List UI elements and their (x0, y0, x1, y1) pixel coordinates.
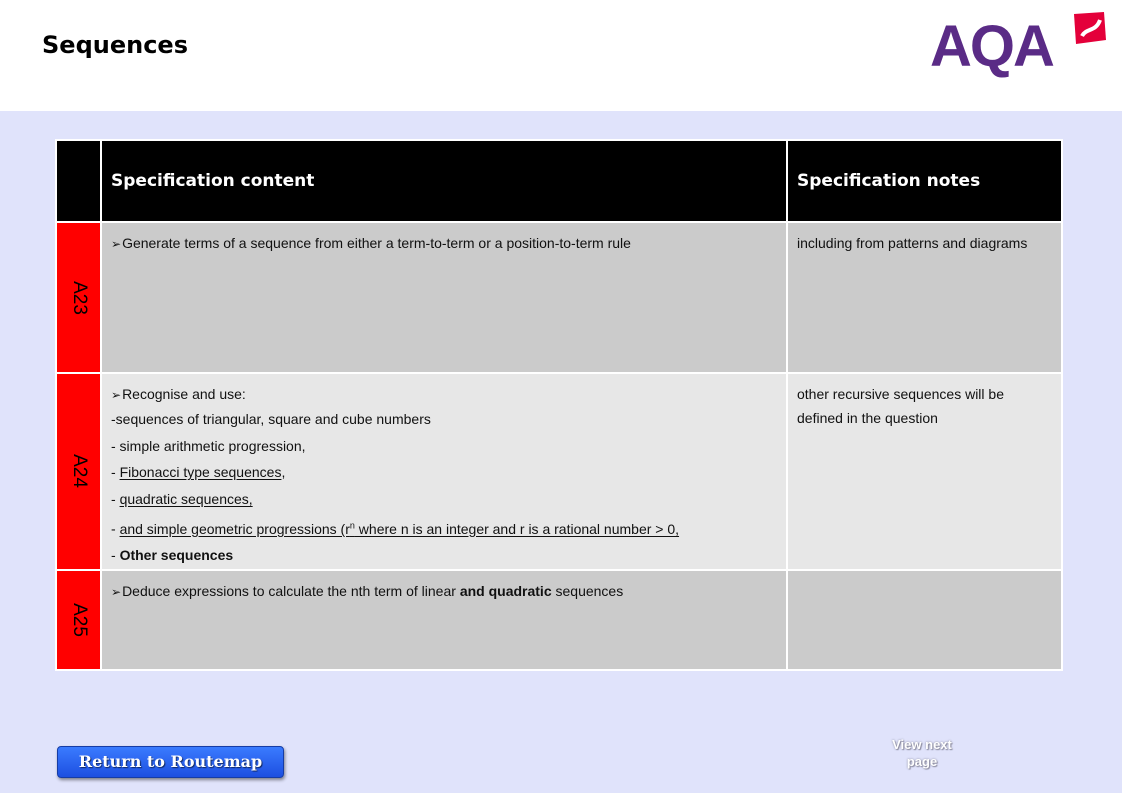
content-cell (101, 373, 787, 570)
content-line: - and simple geometric progressions ($r^n$ where n is an integer and r is a rational number > 0, (111, 520, 680, 537)
content-line: -sequences of triangular, square and cube numbers (111, 411, 431, 427)
content-cell (101, 222, 787, 373)
notes-cell (787, 222, 1062, 373)
notes-text: other recursive sequences will be (797, 386, 1004, 402)
row-code-cell (56, 222, 101, 373)
bullet-arrow-icon: ➢ (111, 388, 122, 402)
row-code: A23 (68, 280, 90, 315)
content-line: ➢Recognise and use: (111, 386, 246, 402)
row-code-cell (56, 570, 101, 670)
header (0, 0, 1122, 111)
content-line: - Other sequences (111, 547, 234, 564)
aqa-logo-text: AQA (930, 14, 1053, 79)
row-code: A25 (68, 602, 90, 637)
content-line: ➢Deduce expressions to calculate the nth term of linear and quadratic sequences (111, 582, 624, 599)
notes-cell (787, 373, 1062, 570)
bullet-arrow-icon: ➢ (111, 237, 122, 251)
column-header-notes: Specification notes (787, 140, 1062, 222)
aqa-logo (928, 8, 1112, 78)
aqa-logo-mark-icon (1068, 10, 1108, 50)
column-header-code (56, 140, 101, 222)
row-code-cell (56, 373, 101, 570)
content-line: - simple arithmetic progression, (111, 437, 306, 454)
content-line: - quadratic sequences, (111, 490, 253, 507)
table-row-a25 (56, 570, 1062, 670)
notes-text: defined in the question (797, 410, 938, 426)
notes-text: including from patterns and diagrams (797, 235, 1028, 251)
table-row-a23 (56, 222, 1062, 373)
column-header-content: Specification content (101, 140, 787, 222)
notes-cell (787, 570, 1062, 670)
table-row-a24 (56, 373, 1062, 570)
content-line: ➢Generate terms of a sequence from either a term-to-term or a position-to-term rule (111, 235, 631, 251)
bullet-arrow-icon: ➢ (111, 584, 122, 599)
view-next-page-link[interactable]: View next page (892, 737, 952, 769)
specification-table (55, 139, 1063, 671)
page-title: Sequences (42, 31, 188, 59)
table-header-row (56, 140, 1062, 222)
return-to-routemap-button[interactable]: Return to Routemap (57, 746, 284, 778)
row-code: A24 (68, 454, 90, 489)
content-cell (101, 570, 787, 670)
content-line: - Fibonacci type sequences, (111, 464, 286, 480)
